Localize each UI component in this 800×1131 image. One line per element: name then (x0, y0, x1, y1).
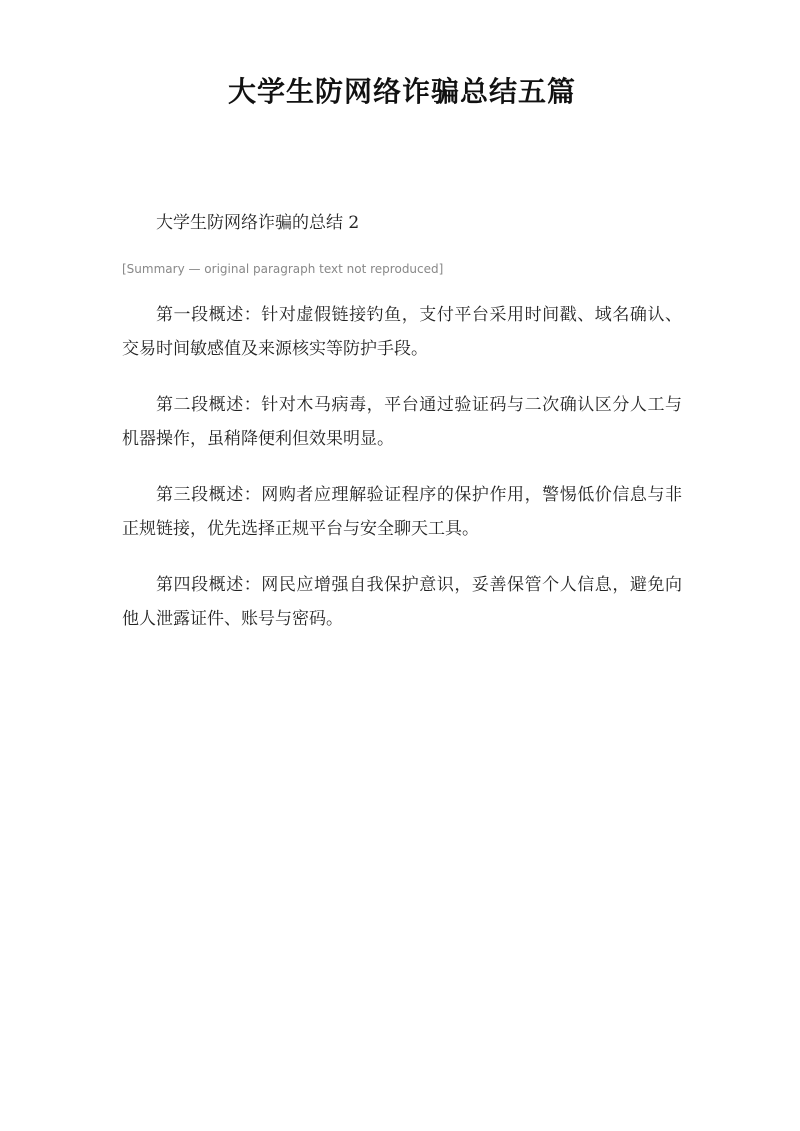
paragraph-3: 第三段概述：网购者应理解验证程序的保护作用，警惕低价信息与非正规链接，优先选择正规平台与安全聊天工具。 (122, 485, 682, 539)
paragraph-4: 第四段概述：网民应增强自我保护意识，妥善保管个人信息，避免向他人泄露证件、账号与密码。 (122, 575, 682, 629)
summary-note: [Summary — original paragraph text not reproduced] (122, 262, 444, 276)
section-subtitle: 大学生防网络诈骗的总结 2 (156, 213, 360, 233)
paragraph-2: 第二段概述：针对木马病毒，平台通过验证码与二次确认区分人工与机器操作，虽稍降便利但效果明显。 (122, 395, 682, 449)
document-title: 大学生防网络诈骗总结五篇 (227, 75, 576, 108)
paragraph-1: 第一段概述：针对虚假链接钓鱼，支付平台采用时间戳、域名确认、交易时间敏感值及来源核实等防护手段。 (122, 305, 682, 359)
